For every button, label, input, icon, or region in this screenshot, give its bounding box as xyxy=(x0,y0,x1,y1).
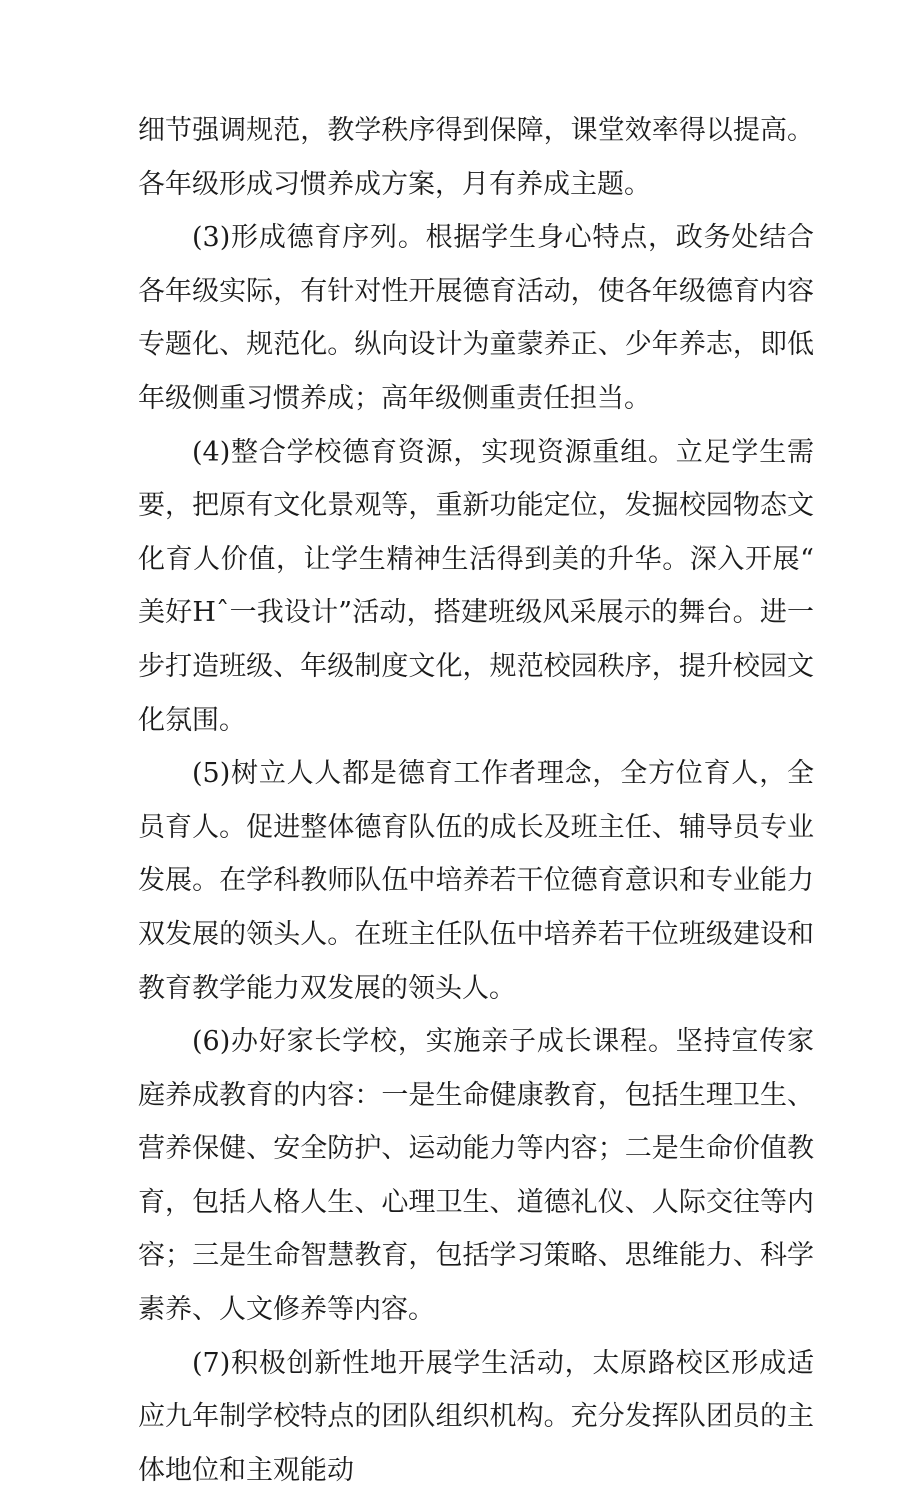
paragraph-item-5: (5)树立人人都是德育工作者理念，全方位育人，全员育人。促进整体德育队伍的成长及班主任、辅导员专业发展。在学科教师队伍中培养若干位德育意识和专业能力双发展的领头人。在班主任队伍中培养若干位班级建设和教育教学能力双发展的领头人。 xyxy=(138,758,814,1004)
paragraph-item-6: (6)办好家长学校，实施亲子成长课程。坚持宣传家庭养成教育的内容：一是生命健康教育，包括生理卫生、营养保健、安全防护、运动能力等内容；二是生命价值教育，包括人格人生、心理卫生、道德礼仪、人际交往等内容；三是生命智慧教育，包括学习策略、思维能力、科学素养、人文修养等内容。 xyxy=(138,1026,814,1326)
paragraph-item-7: (7)积极创新性地开展学生活动，太原路校区形成适应九年制学校特点的团队组织机构。充分发挥队团员的主体地位和主观能动 xyxy=(138,1347,814,1486)
paragraph-item-4: (4)整合学校德育资源，实现资源重组。立足学生需要，把原有文化景观等，重新功能定位，发掘校园物态文化育人价值，让学生精神生活得到美的升华。深入开展“美好Hˆ一我设计”活动，搭建班级风采展示的舞台。进一步打造班级、年级制度文化，规范校园秩序，提升校园文化氛围。 xyxy=(138,436,814,736)
paragraph-item-3: (3)形成德育序列。根据学生身心特点，政务处结合各年级实际，有针对性开展德育活动，使各年级德育内容专题化、规范化。纵向设计为童蒙养正、少年养志，即低年级侧重习惯养成；高年级侧重责任担当。 xyxy=(138,222,814,414)
document-body xyxy=(138,104,814,1497)
paragraph-continuation: 细节强调规范，教学秩序得到保障，课堂效率得以提高。各年级形成习惯养成方案，月有养成主题。 xyxy=(138,115,814,200)
